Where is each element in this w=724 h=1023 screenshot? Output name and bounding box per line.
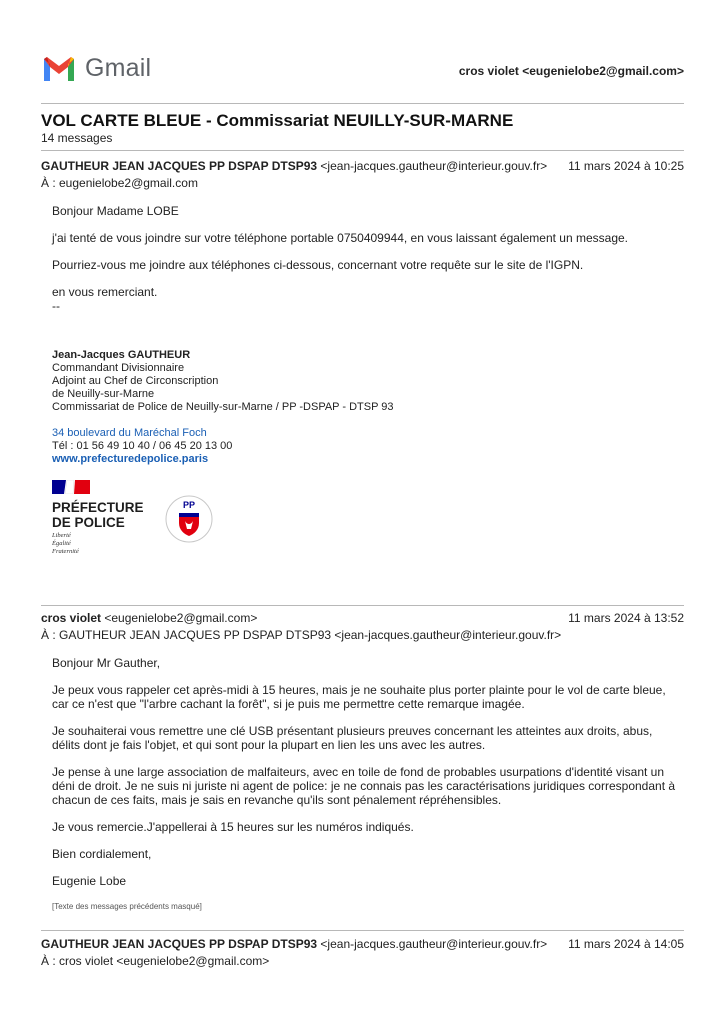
signature-line: de Neuilly-sur-Marne [52,388,155,400]
motto-line: Fraternité [52,548,79,555]
signature-logos [52,480,684,556]
message-header [41,611,684,627]
thread-subject: VOL CARTE BLEUE - Commissariat NEUILLY-SUR-MARNE [41,111,514,130]
motto [52,532,144,556]
email-printout [41,0,684,968]
signature-separator: -- [52,299,60,313]
signature [52,349,684,556]
gmail-logo [41,54,151,83]
prefecture-title [52,500,144,530]
recipient: À : cros violet <eugenielobe2@gmail.com> [41,954,270,968]
message-date: 11 mars 2024 à 10:25 [568,159,684,173]
body-paragraph: Je peux vous rappeler cet après-midi à 15 heures, mais je ne souhaite plus porter plainte pour le vol de carte bleue, car ce n'est que "l'arbre cachant la forêt", si je puis me permettre cette remarque imagée. [52,683,666,711]
badge-text: PP [182,500,195,510]
masked-messages-link[interactable]: [Texte des messages précédents masqué] [52,902,202,911]
divider [41,103,684,104]
signature-line: Commissariat de Police de Neuilly-sur-Marne / PP -DSPAP - DTSP 93 [52,401,394,413]
body-paragraph: Je pense à une large association de malfaiteurs, avec en toile de fond de probables usurpations d'identité visant un déni de droit. Je ne suis ni juriste ni agent de police: je ne connais pas les caractérisations juridiques correspondant à chacun de ces faits, mais je sais en revanche qu'ils sont pénalement répréhensibles. [52,765,676,807]
body-paragraph: Bonjour Madame LOBE [52,204,179,218]
recipient: À : GAUTHEUR JEAN JACQUES PP DSPAP DTSP93 <jean-jacques.gautheur@interieur.gouv.fr> [41,628,562,642]
message-header [41,937,684,953]
message-body [52,204,684,556]
signature-phone: Tél : 01 56 49 10 40 / 06 45 20 13 00 [52,440,233,452]
message-date: 11 mars 2024 à 14:05 [568,937,684,951]
body-paragraph: Pourriez-vous me joindre aux téléphones ci-dessous, concernant votre requête sur le site de l'IGPN. [52,258,584,272]
sender-name: GAUTHEUR JEAN JACQUES PP DSPAP DTSP93 [41,159,318,173]
divider [41,605,684,606]
sender [41,937,547,951]
body-paragraph: Je vous remercie.J'appellerai à 15 heures sur les numéros indiqués. [52,820,414,834]
message-1 [41,159,684,556]
signature-address-link[interactable]: 34 boulevard du Maréchal Foch [52,427,207,439]
motto-line: Liberté [52,532,71,539]
prefecture-logo [52,480,144,556]
sender [41,611,257,625]
flag-icon [52,480,90,494]
sender-email: <jean-jacques.gautheur@interieur.gouv.fr> [320,937,548,951]
message-date: 11 mars 2024 à 13:52 [568,611,684,625]
sender-name: cros violet [41,611,102,625]
message-count: 14 messages [41,131,113,145]
signature-line: Adjoint au Chef de Circonscription [52,375,219,387]
prefecture-title-line: DE POLICE [52,515,125,530]
body-paragraph: Eugenie Lobe [52,874,127,888]
message-2 [41,611,684,914]
signature-line: Commandant Divisionnaire [52,362,185,374]
sender-email: <eugenielobe2@gmail.com> [104,611,258,625]
prefecture-title-line: PRÉFECTURE [52,500,144,515]
account-label: cros violet <eugenielobe2@gmail.com> [458,64,684,78]
motto-line: Égalité [52,540,71,547]
body-paragraph: Bonjour Mr Gauther, [52,656,161,670]
sender [41,159,547,173]
message-header [41,159,684,175]
recipient: À : eugenielobe2@gmail.com [41,176,198,190]
signature-name: Jean-Jacques GAUTHEUR [52,349,191,361]
message-3 [41,937,684,968]
body-paragraph: en vous remerciant. [52,285,158,299]
body-paragraph: Je souhaiterai vous remettre une clé USB présentant plusieurs preuves concernant les atteintes aux droits, abus, délits dont je fais l'objet, et qui sont pour la plupart en lien les uns avec les autres. [52,724,653,752]
body-paragraph: Bien cordialement, [52,847,152,861]
header [41,0,684,100]
sender-email: <jean-jacques.gautheur@interieur.gouv.fr> [320,159,548,173]
gmail-m-icon [41,55,77,83]
message-body [52,656,677,914]
gmail-wordmark: Gmail [85,54,152,82]
body-paragraph: j'ai tenté de vous joindre sur votre téléphone portable 0750409944, en vous laissant également un message. [52,231,629,245]
sender-name: GAUTHEUR JEAN JACQUES PP DSPAP DTSP93 [41,937,318,951]
divider [41,150,684,151]
signature-website-link[interactable]: www.prefecturedepolice.paris [52,453,209,465]
police-badge [165,495,213,543]
divider [41,930,684,931]
